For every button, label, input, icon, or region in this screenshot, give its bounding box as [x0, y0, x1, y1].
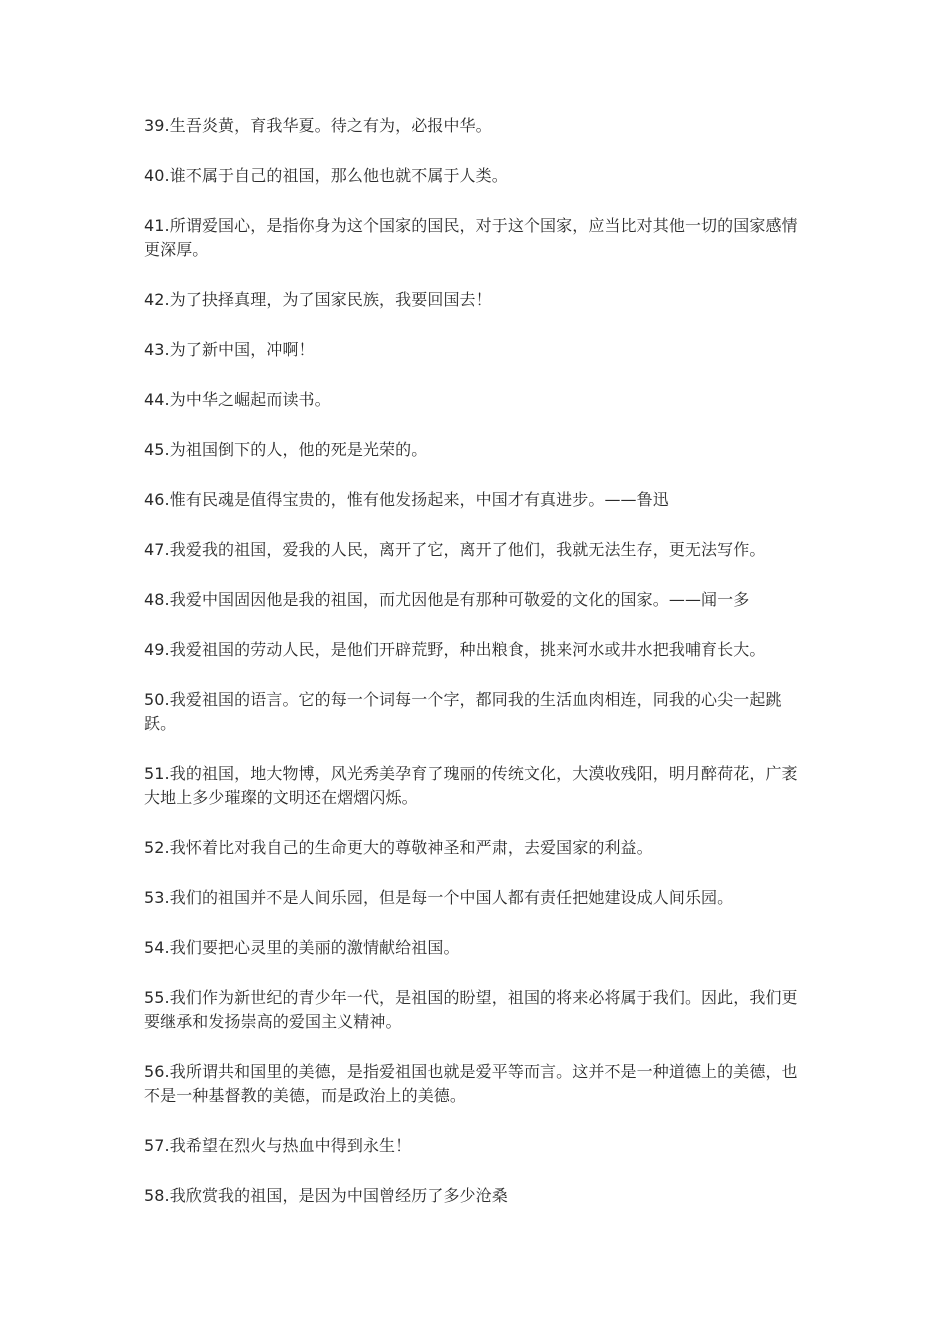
quote-46: 46.惟有民魂是值得宝贵的，惟有他发扬起来，中国才有真进步。——鲁迅 — [144, 490, 669, 509]
quote-48: 48.我爱中国固因他是我的祖国，而尤因他是有那种可敬爱的文化的国家。——闻一多 — [144, 590, 750, 609]
quote-39: 39.生吾炎黄，育我华夏。待之有为，必报中华。 — [144, 116, 492, 135]
quote-44: 44.为中华之崛起而读书。 — [144, 390, 331, 409]
quote-43: 43.为了新中国，冲啊！ — [144, 340, 315, 359]
quote-53: 53.我们的祖国并不是人间乐园，但是每一个中国人都有责任把她建设成人间乐园。 — [144, 888, 734, 907]
quote-47: 47.我爱我的祖国，爱我的人民，离开了它，离开了他们，我就无法生存，更无法写作。 — [144, 540, 766, 559]
quote-list — [144, 114, 812, 1234]
quote-50: 50.我爱祖国的语言。它的每一个词每一个字，都同我的生活血肉相连，同我的心尖一起跳跃。 — [144, 690, 782, 733]
quote-51: 51.我的祖国，地大物博，风光秀美孕育了瑰丽的传统文化，大漠收残阳，明月醉荷花，广袤大地上多少璀璨的文明还在熠熠闪烁。 — [144, 764, 798, 807]
quote-40: 40.谁不属于自己的祖国，那么他也就不属于人类。 — [144, 166, 508, 185]
quote-54: 54.我们要把心灵里的美丽的激情献给祖国。 — [144, 938, 460, 957]
quote-42: 42.为了抉择真理，为了国家民族，我要回国去！ — [144, 290, 492, 309]
quote-58: 58.我欣赏我的祖国，是因为中国曾经历了多少沧桑 — [144, 1186, 508, 1205]
quote-49: 49.我爱祖国的劳动人民，是他们开辟荒野，种出粮食，挑来河水或井水把我哺育长大。 — [144, 640, 766, 659]
quote-56: 56.我所谓共和国里的美德，是指爱祖国也就是爱平等而言。这并不是一种道德上的美德，也不是一种基督教的美德，而是政治上的美德。 — [144, 1062, 798, 1105]
quote-52: 52.我怀着比对我自己的生命更大的尊敬神圣和严肃，去爱国家的利益。 — [144, 838, 653, 857]
quote-55: 55.我们作为新世纪的青少年一代，是祖国的盼望，祖国的将来必将属于我们。因此，我们更要继承和发扬崇高的爱国主义精神。 — [144, 988, 798, 1031]
quote-41: 41.所谓爱国心，是指你身为这个国家的国民，对于这个国家，应当比对其他一切的国家感情更深厚。 — [144, 216, 798, 259]
quote-45: 45.为祖国倒下的人，他的死是光荣的。 — [144, 440, 428, 459]
quote-57: 57.我希望在烈火与热血中得到永生！ — [144, 1136, 412, 1155]
